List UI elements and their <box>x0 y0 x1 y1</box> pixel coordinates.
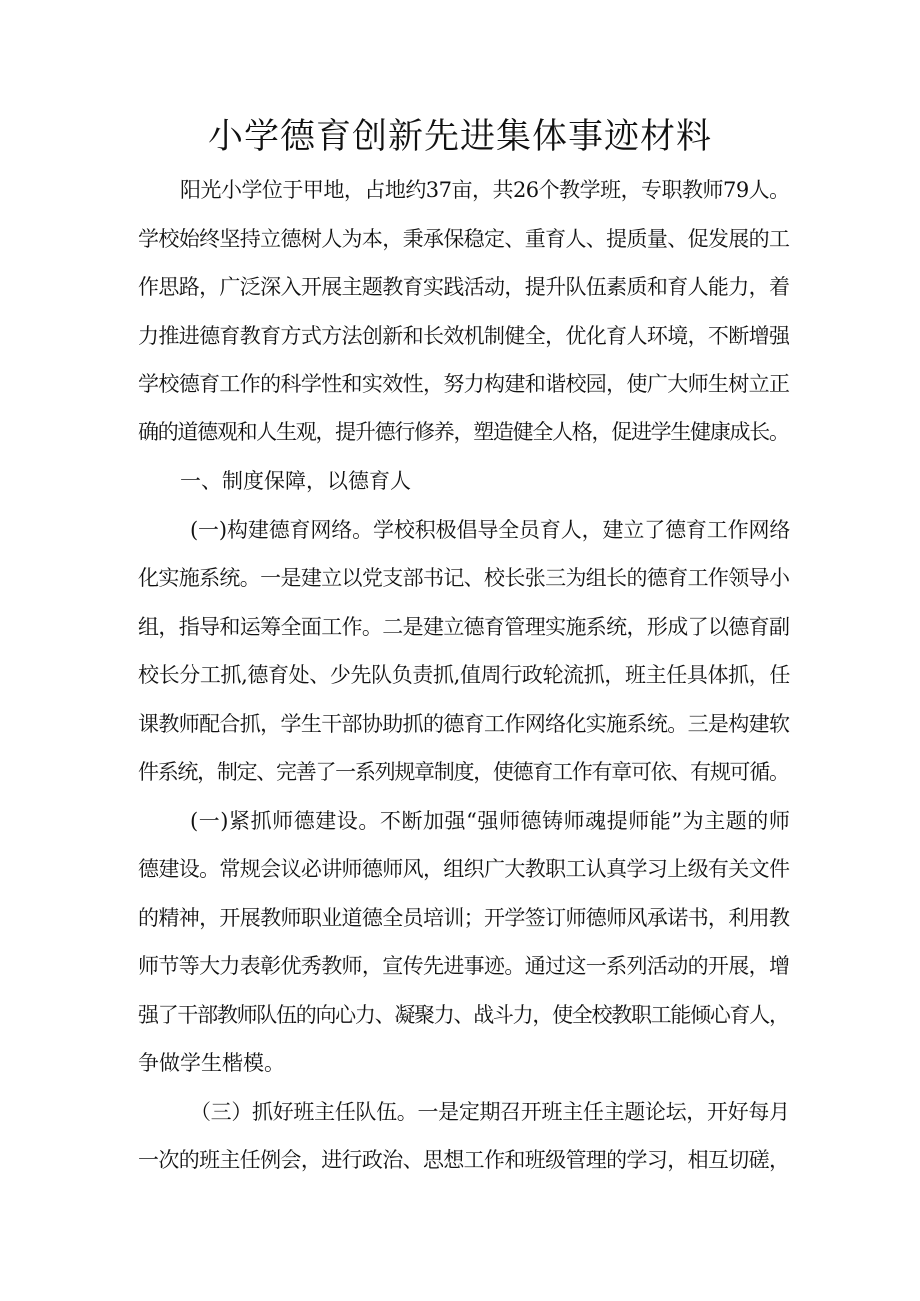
body-line: 化实施系统。一是建立以党支部书记、校长张三为组长的德育工作领导小 <box>138 566 790 590</box>
body-line: (一)构建德育网络。学校积极倡导全员育人，建立了德育工作网络 <box>190 518 791 542</box>
body-line: 争做学生楷模。 <box>138 1051 285 1075</box>
body-line: 一次的班主任例会，进行政治、思想工作和班级管理的学习，相互切磋， <box>138 1148 790 1172</box>
body-line: 师节等大力表彰优秀教师，宣传先进事迹。通过这一系列活动的开展，增 <box>138 954 790 978</box>
body-line: 力推进德育教育方式方法创新和长效机制健全，优化育人环境，不断增强 <box>138 324 790 348</box>
body-line: 的精神，开展教师职业道德全员培训；开学签订师德师风承诺书，利用教 <box>138 906 790 930</box>
body-line: 确的道德观和人生观，提升德行修养，塑造健全人格，促进学生健康成长。 <box>138 420 789 444</box>
body-line: 阳光小学位于甲地，占地约37亩，共26个教学班，专职教师79人。 <box>180 178 790 202</box>
body-line: 强了干部教师队伍的向心力、凝聚力、战斗力，使全校教职工能倾心育人， <box>138 1003 789 1027</box>
body-line: 学校德育工作的科学性和实效性，努力构建和谐校园，使广大师生树立正 <box>138 372 790 396</box>
section-heading: 一、制度保障，以德育人 <box>180 469 411 493</box>
body-line: 学校始终坚持立德树人为本，秉承保稳定、重育人、提质量、促发展的工 <box>138 227 790 251</box>
document-title: 小学德育创新先进集体事迹材料 <box>207 117 712 157</box>
body-line: 德建设。常规会议必讲师德师风，组织广大教职工认真学习上级有关文件 <box>138 857 790 881</box>
body-line: 组，指导和运筹全面工作。二是建立德育管理实施系统，形成了以德育副 <box>138 615 790 639</box>
body-line: (一)紧抓师德建设。不断加强“强师德铸师魂提师能”为主题的师 <box>190 809 791 833</box>
body-line: 校长分工抓,德育处、少先队负责抓,值周行政轮流抓，班主任具体抓，任 <box>138 663 790 687</box>
body-line: （三）抓好班主任队伍。一是定期召开班主任主题论坛，开好每月 <box>190 1100 790 1124</box>
body-line: 作思路，广泛深入开展主题教育实践活动，提升队伍素质和育人能力，着 <box>138 275 790 299</box>
body-line: 课教师配合抓，学生干部协助抓的德育工作网络化实施系统。三是构建软 <box>138 712 790 736</box>
body-line: 件系统，制定、完善了一系列规章制度，使德育工作有章可依、有规可循。 <box>138 760 789 784</box>
